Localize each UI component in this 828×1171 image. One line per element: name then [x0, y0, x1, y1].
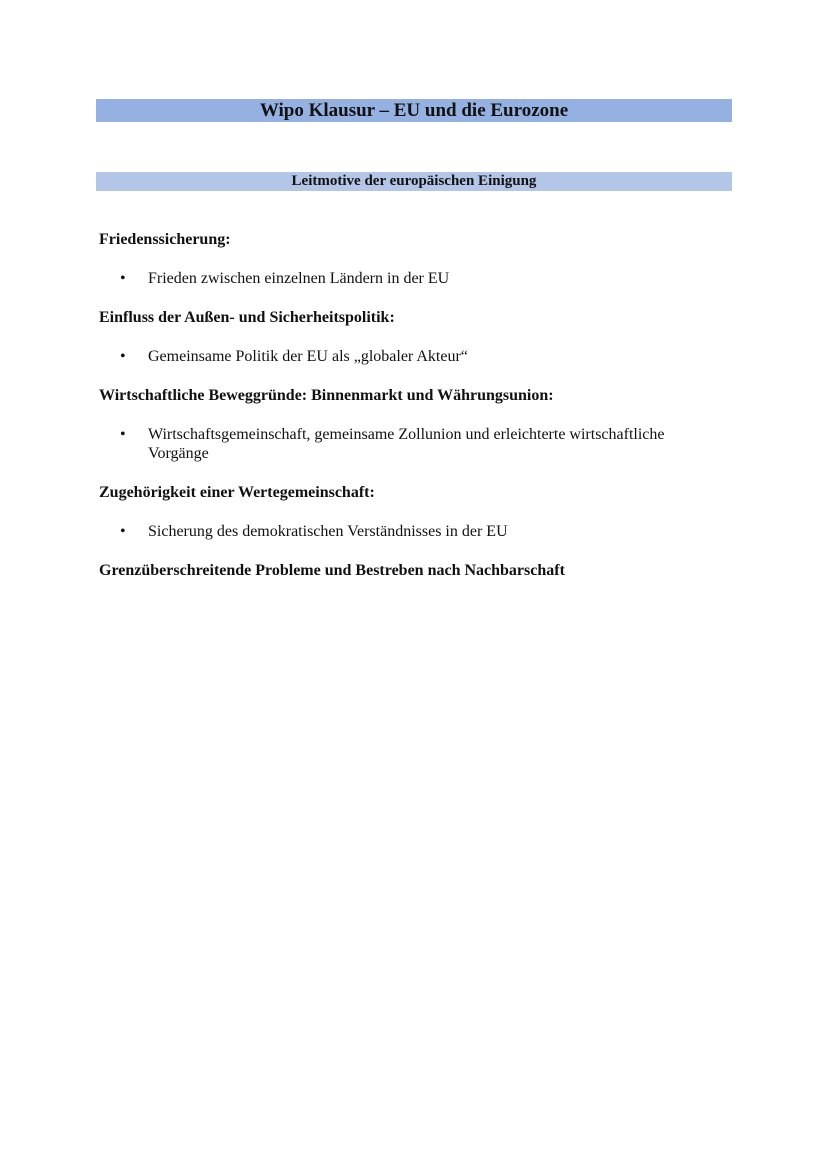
list-item-text: Wirtschaftsgemeinschaft, gemeinsame Zollunion und erleichterte wirtschaftliche Vorgänge: [148, 426, 665, 462]
heading-aussenpolitik: Einfluss der Außen- und Sicherheitspolitik:: [99, 309, 395, 326]
list-item: [120, 347, 720, 366]
section-title: Leitmotive der europäischen Einigung: [96, 172, 732, 191]
list-item-text: Gemeinsame Politik der EU als „globaler Akteur“: [148, 348, 468, 365]
list-item: [120, 269, 720, 288]
list-item: [120, 425, 720, 463]
heading-grenzueberschreitend: Grenzüberschreitende Probleme und Bestreben nach Nachbarschaft: [99, 562, 565, 579]
bullet-icon: •: [120, 348, 126, 365]
list-item-text: Frieden zwischen einzelnen Ländern in der EU: [148, 270, 450, 287]
list-item: [120, 522, 720, 541]
heading-wertegemeinschaft: Zugehörigkeit einer Wertegemeinschaft:: [99, 484, 375, 501]
bullet-icon: •: [120, 523, 126, 540]
bullet-icon: •: [120, 270, 126, 287]
heading-wirtschaft: Wirtschaftliche Beweggründe: Binnenmarkt und Währungsunion:: [99, 387, 554, 404]
list-item-text: Sicherung des demokratischen Verständnisses in der EU: [148, 523, 508, 540]
heading-friedenssicherung: Friedenssicherung:: [99, 231, 231, 248]
document-title: Wipo Klausur – EU und die Eurozone: [96, 99, 732, 122]
bullet-icon: •: [120, 426, 126, 443]
